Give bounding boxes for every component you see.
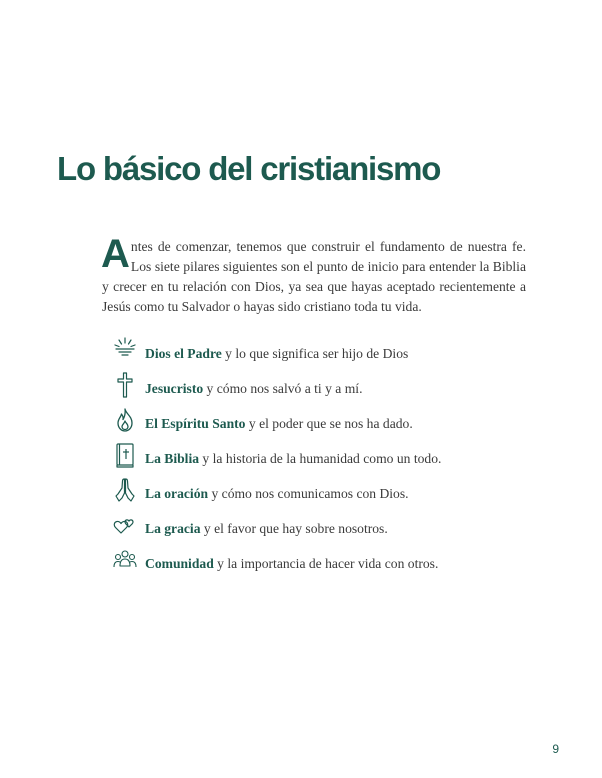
pillar-text [145,555,438,573]
pillar-title: Dios el Padre [145,346,222,361]
bible-icon [113,442,137,468]
page-number: 9 [552,742,559,756]
cross-icon [113,372,137,398]
pillar-description: y la historia de la humanidad como un todo. [199,451,442,466]
list-item [113,337,533,367]
list-item [113,547,533,577]
intro-paragraph [101,232,526,317]
pillar-title: La Biblia [145,451,200,466]
pillar-title: Jesucristo [145,381,204,396]
pillar-text [145,450,441,468]
pillar-title: El Espíritu Santo [145,416,246,431]
list-item [113,372,533,402]
pillar-description: y lo que significa ser hijo de Dios [221,346,409,361]
list-item [113,477,533,507]
pillar-description: y cómo nos salvó a ti y a mí. [203,381,363,396]
intro-text: ntes de comenzar, tenemos que construir el fundamento de nuestra fe. Los siete pilares siguientes son el punto de inicio para entender la Biblia y crecer en tu relación con Dios, ya sea que hayas aceptado recientemente a Jesús como tu Salvador o hayas sido cristiano toda tu vida. [102,239,526,314]
list-item [113,442,533,472]
pillar-text [145,520,388,538]
radiant-light-icon [113,337,137,363]
drop-cap: A [101,232,130,276]
list-item [113,512,533,542]
page-title: Lo básico del cristianismo [57,150,441,187]
pillar-title: La gracia [145,521,201,536]
pillar-text [145,415,413,433]
pillar-description: y el favor que hay sobre nosotros. [200,521,388,536]
list-item [113,407,533,437]
pillar-description: y la importancia de hacer vida con otros. [213,556,439,571]
pillar-description: y el poder que se nos ha dado. [245,416,413,431]
pillar-description: y cómo nos comunicamos con Dios. [208,486,409,501]
flame-icon [113,407,137,433]
community-icon [113,547,137,573]
pillar-title: La oración [145,486,209,501]
pillar-text [145,485,409,503]
pillar-text [145,345,408,363]
pillar-text [145,380,362,398]
pillar-title: Comunidad [145,556,214,571]
praying-hands-icon [113,477,137,503]
hearts-icon [113,512,137,538]
